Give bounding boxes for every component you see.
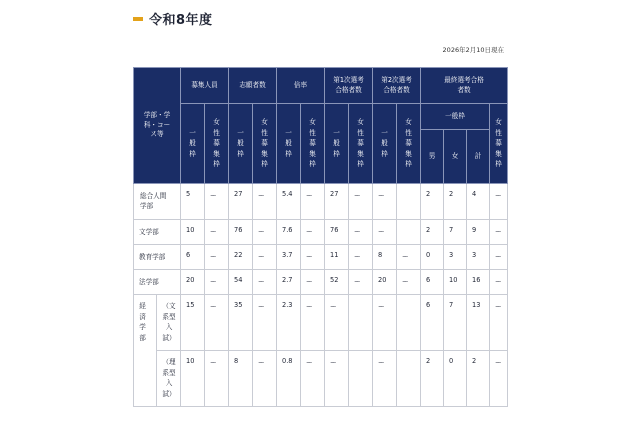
- header-final-josei: 女性募集枠: [490, 104, 508, 184]
- cell-final-josei: ー: [490, 270, 508, 295]
- cell-shigan-ippan: 54: [229, 270, 253, 295]
- row-label: 総合人間学部: [134, 184, 181, 220]
- header-boshu-josei: 女性募集枠: [205, 104, 229, 184]
- as-of-date: 2026年2月10日現在: [442, 46, 504, 54]
- header-second-stage: 第2次選考合格者数: [373, 68, 421, 104]
- cell-final-male: 2: [421, 220, 444, 245]
- header-final-ippan: 一般枠: [421, 104, 490, 130]
- admission-statistics-table: [133, 67, 508, 407]
- row-label: 法学部: [134, 270, 181, 295]
- cell-second-ippan: ー: [373, 351, 397, 407]
- cell-final-josei: ー: [490, 245, 508, 270]
- cell-shigan-josei: ー: [253, 270, 277, 295]
- row-label: 教育学部: [134, 245, 181, 270]
- cell-second-josei: [397, 220, 421, 245]
- header-shigan-josei: 女性募集枠: [253, 104, 277, 184]
- cell-first-ippan: 52: [325, 270, 349, 295]
- cell-bairitsu-ippan: 5.4: [277, 184, 301, 220]
- header-final-stage: 最終選考合格者数: [421, 68, 508, 104]
- cell-shigan-ippan: 8: [229, 351, 253, 407]
- cell-bairitsu-ippan: 0.8: [277, 351, 301, 407]
- cell-first-ippan: 27: [325, 184, 349, 220]
- cell-boshu-josei: ー: [205, 245, 229, 270]
- cell-boshu-josei: ー: [205, 295, 229, 351]
- header-final-female: 女: [444, 130, 467, 184]
- header-final-total: 計: [467, 130, 490, 184]
- header-first-ippan: 一般枠: [325, 104, 349, 184]
- header-bairitsu-josei: 女性募集枠: [301, 104, 325, 184]
- cell-first-josei: ー: [349, 184, 373, 220]
- cell-boshu-ippan: 6: [181, 245, 205, 270]
- table-row: [134, 270, 508, 295]
- cell-boshu-ippan: 10: [181, 351, 205, 407]
- cell-final-total: 16: [467, 270, 490, 295]
- cell-first-ippan: ー: [325, 351, 349, 407]
- cell-first-ippan: 76: [325, 220, 349, 245]
- cell-shigan-josei: ー: [253, 295, 277, 351]
- cell-final-male: 2: [421, 184, 444, 220]
- cell-bairitsu-ippan: 2.7: [277, 270, 301, 295]
- cell-final-total: 9: [467, 220, 490, 245]
- cell-second-ippan: 8: [373, 245, 397, 270]
- header-boshu-ippan: 一般枠: [181, 104, 205, 184]
- cell-first-josei: ー: [349, 270, 373, 295]
- cell-final-female: 7: [444, 220, 467, 245]
- cell-second-josei: [397, 351, 421, 407]
- cell-bairitsu-ippan: 3.7: [277, 245, 301, 270]
- cell-bairitsu-ippan: 7.6: [277, 220, 301, 245]
- cell-second-josei: ー: [397, 245, 421, 270]
- cell-second-josei: ー: [397, 270, 421, 295]
- cell-bairitsu-josei: ー: [301, 351, 325, 407]
- cell-boshu-ippan: 20: [181, 270, 205, 295]
- cell-bairitsu-ippan: 2.3: [277, 295, 301, 351]
- cell-shigan-josei: ー: [253, 351, 277, 407]
- page-title: 令和8年度: [149, 13, 213, 28]
- cell-boshu-josei: ー: [205, 351, 229, 407]
- cell-final-male: 2: [421, 351, 444, 407]
- cell-bairitsu-josei: ー: [301, 220, 325, 245]
- cell-final-female: 7: [444, 295, 467, 351]
- cell-final-male: 0: [421, 245, 444, 270]
- cell-second-ippan: ー: [373, 220, 397, 245]
- cell-first-josei: ー: [349, 245, 373, 270]
- cell-bairitsu-josei: ー: [301, 184, 325, 220]
- row-label: 文学部: [134, 220, 181, 245]
- cell-final-female: 0: [444, 351, 467, 407]
- cell-shigan-josei: ー: [253, 245, 277, 270]
- cell-final-total: 13: [467, 295, 490, 351]
- row-sublabel: （文系型入試）: [157, 295, 181, 351]
- cell-final-female: 3: [444, 245, 467, 270]
- cell-first-josei: ー: [349, 220, 373, 245]
- header-boshu: 募集人員: [181, 68, 229, 104]
- header-second-josei: 女性募集枠: [397, 104, 421, 184]
- header-final-male: 男: [421, 130, 444, 184]
- header-first-stage: 第1次選考合格者数: [325, 68, 373, 104]
- cell-boshu-josei: ー: [205, 184, 229, 220]
- table-row: [134, 245, 508, 270]
- cell-final-total: 2: [467, 351, 490, 407]
- cell-second-josei: [397, 184, 421, 220]
- cell-final-josei: ー: [490, 295, 508, 351]
- header-shigan: 志願者数: [229, 68, 277, 104]
- cell-second-ippan: ー: [373, 184, 397, 220]
- cell-first-ippan: 11: [325, 245, 349, 270]
- cell-second-josei: [397, 295, 421, 351]
- header-bairitsu-ippan: 一般枠: [277, 104, 301, 184]
- cell-first-josei: [349, 351, 373, 407]
- cell-final-male: 6: [421, 270, 444, 295]
- header-first-josei: 女性募集枠: [349, 104, 373, 184]
- table-row: [134, 351, 508, 407]
- header-faculty: 学部・学科・コース等: [134, 68, 181, 184]
- header-bairitsu: 倍率: [277, 68, 325, 104]
- cell-bairitsu-josei: ー: [301, 295, 325, 351]
- cell-shigan-ippan: 22: [229, 245, 253, 270]
- cell-shigan-ippan: 76: [229, 220, 253, 245]
- cell-final-josei: ー: [490, 184, 508, 220]
- cell-second-ippan: 20: [373, 270, 397, 295]
- cell-final-josei: ー: [490, 220, 508, 245]
- cell-final-total: 4: [467, 184, 490, 220]
- cell-final-female: 2: [444, 184, 467, 220]
- cell-boshu-ippan: 15: [181, 295, 205, 351]
- header-second-ippan: 一般枠: [373, 104, 397, 184]
- cell-first-josei: [349, 295, 373, 351]
- cell-boshu-josei: ー: [205, 220, 229, 245]
- cell-shigan-ippan: 27: [229, 184, 253, 220]
- table-row: [134, 220, 508, 245]
- cell-boshu-josei: ー: [205, 270, 229, 295]
- page-heading: [133, 9, 213, 28]
- cell-final-male: 6: [421, 295, 444, 351]
- cell-final-female: 10: [444, 270, 467, 295]
- cell-shigan-josei: ー: [253, 184, 277, 220]
- cell-boshu-ippan: 5: [181, 184, 205, 220]
- cell-bairitsu-josei: ー: [301, 270, 325, 295]
- cell-bairitsu-josei: ー: [301, 245, 325, 270]
- cell-shigan-ippan: 35: [229, 295, 253, 351]
- row-label-keizai: 経済学部: [134, 295, 157, 407]
- table-row: [134, 295, 508, 351]
- cell-boshu-ippan: 10: [181, 220, 205, 245]
- table-row: [134, 184, 508, 220]
- cell-final-josei: ー: [490, 351, 508, 407]
- header-shigan-ippan: 一般枠: [229, 104, 253, 184]
- cell-second-ippan: ー: [373, 295, 397, 351]
- cell-final-total: 3: [467, 245, 490, 270]
- row-sublabel: （理系型入試）: [157, 351, 181, 407]
- cell-shigan-josei: ー: [253, 220, 277, 245]
- cell-first-ippan: ー: [325, 295, 349, 351]
- title-accent-bar: [133, 17, 143, 21]
